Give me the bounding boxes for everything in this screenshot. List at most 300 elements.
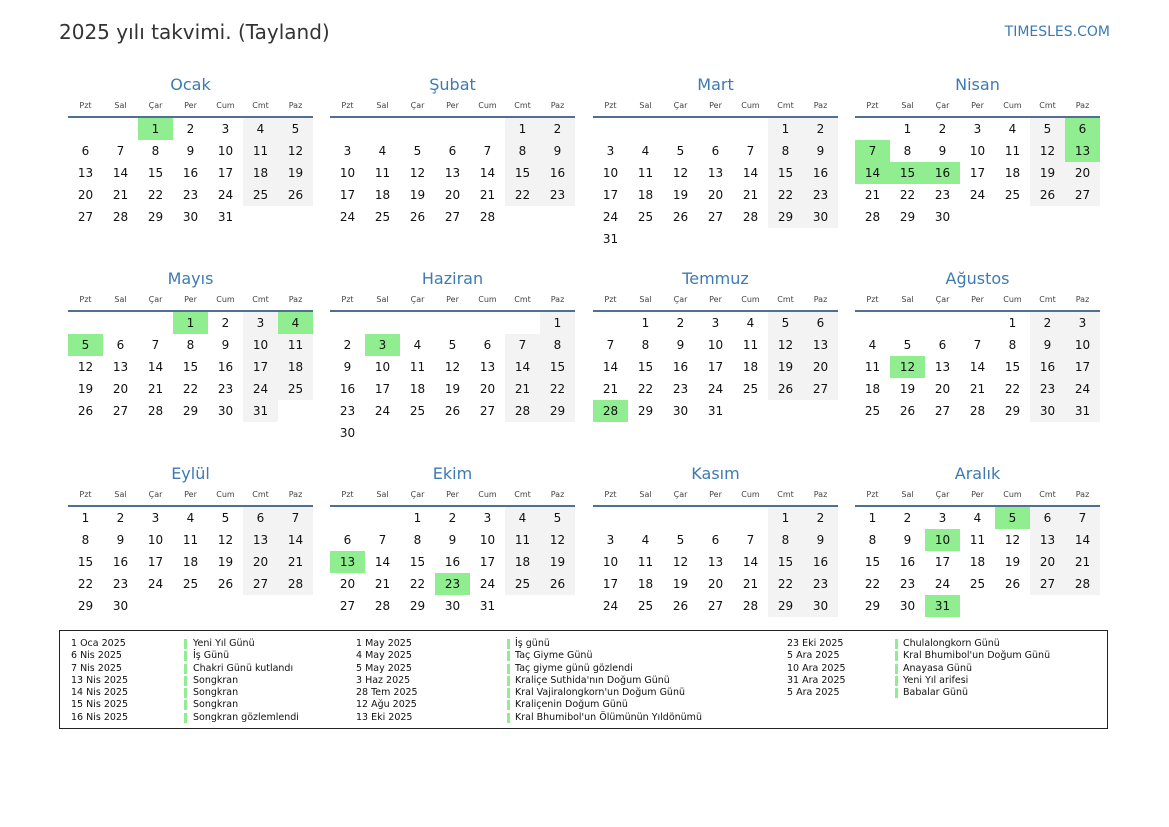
week-row <box>593 529 838 551</box>
day-cell: 5 <box>540 507 575 529</box>
empty-cell <box>138 595 173 617</box>
day-cell: 28 <box>479 210 496 224</box>
legend-date: 12 Ağu 2025 <box>356 699 417 711</box>
week-row <box>855 312 1100 334</box>
day-cell: 11 <box>1004 144 1021 158</box>
day-cell: 21 <box>969 382 986 396</box>
weekday-label: Çar <box>410 490 425 499</box>
legend-date: 5 May 2025 <box>356 662 412 674</box>
week-row <box>593 118 838 140</box>
day-cell: 13 <box>707 166 724 180</box>
legend-marker <box>507 651 510 661</box>
day-cell: 27 <box>1065 184 1100 206</box>
legend-holiday-name: Chakri Günü kutlandı <box>193 662 294 674</box>
day-cell: 20 <box>934 382 951 396</box>
day-cell: 24 <box>969 188 986 202</box>
legend-date: 16 Nis 2025 <box>71 711 128 723</box>
day-cell: 2 <box>676 316 685 330</box>
week-row <box>330 573 575 595</box>
day-cell: 12 <box>672 555 689 569</box>
day-cell: 25 <box>182 577 199 591</box>
site-link[interactable]: TIMESLES.COM <box>1004 24 1110 40</box>
day-cell: 12 <box>672 166 689 180</box>
weekday-label: Per <box>971 101 984 110</box>
weekday-label: Cmt <box>252 295 269 304</box>
day-cell: 5 <box>448 338 457 352</box>
month-name: Şubat <box>429 75 476 94</box>
week-row <box>855 378 1100 400</box>
empty-cell <box>855 312 890 334</box>
weekday-label: Sal <box>639 101 652 110</box>
day-cell: 15 <box>182 360 199 374</box>
day-cell: 6 <box>711 144 720 158</box>
week-row <box>68 551 313 573</box>
day-cell: 29 <box>409 599 426 613</box>
day-cell: 8 <box>768 140 803 162</box>
weekday-label: Per <box>184 295 197 304</box>
day-cell: 27 <box>934 404 951 418</box>
day-cell: 9 <box>676 338 685 352</box>
week-row <box>855 140 1100 162</box>
day-cell: 5 <box>413 144 422 158</box>
day-cell: 23 <box>112 577 129 591</box>
empty-cell <box>540 206 575 228</box>
day-cell: 21 <box>742 577 759 591</box>
week-row <box>855 400 1100 422</box>
weekday-label: Cmt <box>514 295 531 304</box>
day-cell: 7 <box>746 144 755 158</box>
week-row <box>68 378 313 400</box>
weekday-label: Paz <box>1075 490 1090 499</box>
holiday-day: 7 <box>855 140 890 162</box>
day-cell: 11 <box>864 360 881 374</box>
week-row <box>330 529 575 551</box>
day-cell: 19 <box>1004 555 1021 569</box>
legend-holiday-name: Taç Giyme Günü <box>515 650 593 662</box>
empty-cell <box>138 312 173 334</box>
weekday-label: Pzt <box>79 101 92 110</box>
day-cell: 21 <box>147 382 164 396</box>
day-cell: 1 <box>540 312 575 334</box>
day-cell: 7 <box>278 507 313 529</box>
day-cell: 23 <box>540 184 575 206</box>
day-cell: 10 <box>707 338 724 352</box>
day-cell: 10 <box>374 360 391 374</box>
weekday-label: Per <box>709 295 722 304</box>
day-cell: 16 <box>339 382 356 396</box>
legend-date: 3 Haz 2025 <box>356 674 411 686</box>
week-row <box>68 312 313 334</box>
day-cell: 22 <box>182 382 199 396</box>
day-cell: 30 <box>672 404 689 418</box>
day-cell: 14 <box>479 166 496 180</box>
day-cell: 19 <box>217 555 234 569</box>
month-block <box>593 268 838 422</box>
weekday-label: Pzt <box>79 295 92 304</box>
day-cell: 21 <box>479 188 496 202</box>
month-name: Ocak <box>170 75 211 94</box>
day-cell: 24 <box>339 210 356 224</box>
weekday-label: Sal <box>376 490 389 499</box>
week-row <box>593 400 838 422</box>
day-cell: 21 <box>742 188 759 202</box>
empty-cell <box>803 400 838 422</box>
week-row <box>330 206 575 228</box>
day-cell: 27 <box>803 378 838 400</box>
day-cell: 9 <box>903 533 912 547</box>
day-cell: 5 <box>768 312 803 334</box>
day-cell: 3 <box>151 511 160 525</box>
month-block <box>68 74 313 228</box>
week-row <box>330 312 575 334</box>
day-cell: 31 <box>707 404 724 418</box>
day-cell: 6 <box>116 338 125 352</box>
month-block <box>855 463 1100 617</box>
day-cell: 10 <box>479 533 496 547</box>
empty-cell <box>173 595 208 617</box>
empty-cell <box>593 312 628 334</box>
day-cell: 19 <box>1030 162 1065 184</box>
empty-cell <box>365 312 400 334</box>
empty-cell <box>960 312 995 334</box>
weekday-label: Pzt <box>866 490 879 499</box>
week-row <box>593 573 838 595</box>
day-cell: 24 <box>374 404 391 418</box>
day-cell: 25 <box>409 404 426 418</box>
month-block <box>68 268 313 422</box>
day-cell: 22 <box>637 382 654 396</box>
day-cell: 6 <box>938 338 947 352</box>
day-cell: 1 <box>768 507 803 529</box>
day-cell: 17 <box>374 382 391 396</box>
legend-date: 13 Nis 2025 <box>71 674 128 686</box>
day-cell: 8 <box>540 334 575 356</box>
empty-cell <box>663 118 698 140</box>
day-cell: 26 <box>672 599 689 613</box>
empty-cell <box>103 312 138 334</box>
legend-date: 23 Eki 2025 <box>787 638 844 649</box>
day-cell: 18 <box>742 360 759 374</box>
weekday-label: Cum <box>741 101 760 110</box>
weekday-label: Paz <box>550 295 565 304</box>
day-cell: 26 <box>278 184 313 206</box>
weekday-label: Çar <box>148 101 163 110</box>
legend-date: 31 Ara 2025 <box>787 674 846 686</box>
week-row <box>330 118 575 140</box>
day-cell: 23 <box>899 577 916 591</box>
holiday-day: 28 <box>593 400 628 422</box>
day-cell: 10 <box>339 166 356 180</box>
week-row <box>855 529 1100 551</box>
weekday-label: Pzt <box>866 295 879 304</box>
empty-cell <box>435 118 470 140</box>
day-cell: 4 <box>413 338 422 352</box>
month-block <box>330 74 575 228</box>
weekday-label: Cmt <box>514 101 531 110</box>
legend-marker <box>507 700 510 710</box>
day-cell: 9 <box>448 533 457 547</box>
empty-cell <box>330 312 365 334</box>
day-cell: 9 <box>803 529 838 551</box>
day-cell: 28 <box>374 599 391 613</box>
day-cell: 5 <box>1030 118 1065 140</box>
weekday-label: Çar <box>673 101 688 110</box>
day-cell: 12 <box>1030 140 1065 162</box>
day-cell: 18 <box>409 382 426 396</box>
day-cell: 30 <box>899 599 916 613</box>
legend-marker <box>507 639 510 649</box>
day-cell: 17 <box>934 555 951 569</box>
day-cell: 6 <box>448 144 457 158</box>
week-row <box>68 595 313 617</box>
day-cell: 18 <box>1004 166 1021 180</box>
empty-cell <box>208 595 243 617</box>
day-cell: 15 <box>637 360 654 374</box>
empty-cell <box>733 507 768 529</box>
day-cell: 4 <box>378 144 387 158</box>
empty-cell <box>400 312 435 334</box>
legend-marker <box>895 688 898 698</box>
day-cell: 22 <box>899 188 916 202</box>
day-cell: 4 <box>973 511 982 525</box>
day-cell: 11 <box>637 166 654 180</box>
day-cell: 16 <box>1030 356 1065 378</box>
holiday-day: 13 <box>330 551 365 573</box>
day-cell: 10 <box>602 555 619 569</box>
legend-date: 28 Tem 2025 <box>356 687 418 699</box>
empty-cell <box>435 312 470 334</box>
day-cell: 15 <box>147 166 164 180</box>
weekday-label: Cum <box>1003 295 1022 304</box>
week-row <box>855 551 1100 573</box>
day-cell: 20 <box>339 577 356 591</box>
weekday-label: Cum <box>478 101 497 110</box>
week-row <box>68 507 313 529</box>
day-cell: 28 <box>112 210 129 224</box>
weekday-header <box>68 100 313 118</box>
legend-marker <box>895 664 898 674</box>
day-cell: 9 <box>540 140 575 162</box>
day-cell: 20 <box>444 188 461 202</box>
day-cell: 13 <box>803 334 838 356</box>
empty-cell <box>768 400 803 422</box>
day-cell: 26 <box>899 404 916 418</box>
day-cell: 29 <box>637 404 654 418</box>
day-cell: 4 <box>746 316 755 330</box>
legend-holiday-name: Yeni Yıl arifesi <box>903 674 969 686</box>
weekday-label: Çar <box>148 490 163 499</box>
day-cell: 17 <box>147 555 164 569</box>
day-cell: 13 <box>243 529 278 551</box>
weekday-label: Cmt <box>1039 101 1056 110</box>
weekday-label: Cmt <box>1039 295 1056 304</box>
weekday-label: Cmt <box>777 490 794 499</box>
week-row <box>593 595 838 617</box>
legend-holiday-name: Kraliçenin Doğum Günü <box>515 699 628 711</box>
legend-holiday-name: Songkran <box>193 687 239 699</box>
weekday-label: Cmt <box>777 101 794 110</box>
legend-holiday-name: İş Günü <box>193 650 230 662</box>
empty-cell <box>400 422 435 444</box>
day-cell: 22 <box>505 184 540 206</box>
day-cell: 26 <box>409 210 426 224</box>
week-row <box>330 595 575 617</box>
day-cell: 23 <box>217 382 234 396</box>
day-cell: 12 <box>217 533 234 547</box>
weekday-header <box>593 294 838 312</box>
week-row <box>330 507 575 529</box>
holiday-day: 31 <box>925 595 960 617</box>
weekday-header <box>855 100 1100 118</box>
day-cell: 10 <box>602 166 619 180</box>
day-cell: 8 <box>505 140 540 162</box>
day-cell: 5 <box>903 338 912 352</box>
month-block <box>68 463 313 617</box>
day-cell: 4 <box>641 533 650 547</box>
week-row <box>330 400 575 422</box>
month-name: Nisan <box>955 75 1000 94</box>
day-cell: 12 <box>278 140 313 162</box>
weekday-label: Pzt <box>341 295 354 304</box>
day-cell: 25 <box>742 382 759 396</box>
empty-cell <box>925 312 960 334</box>
day-cell: 26 <box>768 378 803 400</box>
day-cell: 28 <box>278 573 313 595</box>
legend-holiday-name: Songkran <box>193 699 239 711</box>
month-name: Eylül <box>171 464 210 483</box>
day-cell: 28 <box>742 599 759 613</box>
empty-cell <box>890 312 925 334</box>
day-cell: 3 <box>711 316 720 330</box>
legend-holiday-name: Chulalongkorn Günü <box>903 638 1000 649</box>
legend-date: 5 Ara 2025 <box>787 687 840 699</box>
week-row <box>855 507 1100 529</box>
legend-holiday-name: Anayasa Günü <box>903 662 973 674</box>
empty-cell <box>505 595 540 617</box>
day-cell: 19 <box>672 577 689 591</box>
week-row <box>330 378 575 400</box>
day-cell: 22 <box>1004 382 1021 396</box>
day-cell: 11 <box>409 360 426 374</box>
day-cell: 12 <box>768 334 803 356</box>
day-cell: 23 <box>934 188 951 202</box>
day-cell: 12 <box>77 360 94 374</box>
day-cell: 11 <box>243 140 278 162</box>
month-name: Haziran <box>421 269 484 288</box>
day-cell: 30 <box>339 426 356 440</box>
day-cell: 29 <box>864 599 881 613</box>
day-cell: 23 <box>1030 378 1065 400</box>
day-cell: 2 <box>803 118 838 140</box>
weekday-label: Sal <box>639 295 652 304</box>
day-cell: 8 <box>641 338 650 352</box>
day-cell: 13 <box>1030 529 1065 551</box>
day-cell: 14 <box>742 555 759 569</box>
day-cell: 25 <box>969 577 986 591</box>
day-cell: 31 <box>243 400 278 422</box>
legend-marker <box>184 688 187 698</box>
day-cell: 2 <box>803 507 838 529</box>
week-row <box>68 400 313 422</box>
day-cell: 18 <box>637 188 654 202</box>
day-cell: 30 <box>803 206 838 228</box>
empty-cell <box>628 228 663 250</box>
holiday-day: 15 <box>890 162 925 184</box>
empty-cell <box>365 118 400 140</box>
day-cell: 22 <box>768 573 803 595</box>
day-cell: 18 <box>864 382 881 396</box>
day-cell: 8 <box>903 144 912 158</box>
weekday-label: Paz <box>1075 101 1090 110</box>
day-cell: 4 <box>641 144 650 158</box>
day-cell: 1 <box>413 511 422 525</box>
day-cell: 27 <box>444 210 461 224</box>
day-cell: 20 <box>707 188 724 202</box>
weekday-label: Paz <box>1075 295 1090 304</box>
legend-marker <box>184 676 187 686</box>
weekday-label: Pzt <box>866 101 879 110</box>
day-cell: 14 <box>278 529 313 551</box>
day-cell: 26 <box>672 210 689 224</box>
day-cell: 26 <box>540 573 575 595</box>
day-cell: 18 <box>243 162 278 184</box>
day-cell: 27 <box>479 404 496 418</box>
holiday-legend <box>59 630 1108 729</box>
weekday-label: Cum <box>1003 101 1022 110</box>
weekday-label: Cum <box>741 295 760 304</box>
day-cell: 23 <box>672 382 689 396</box>
weekday-label: Pzt <box>604 101 617 110</box>
day-cell: 16 <box>112 555 129 569</box>
empty-cell <box>470 312 505 334</box>
day-cell: 25 <box>278 378 313 400</box>
month-block <box>330 268 575 444</box>
legend-holiday-name: Kral Bhumibol'un Doğum Günü <box>903 650 1051 662</box>
day-cell: 10 <box>969 144 986 158</box>
week-row <box>855 356 1100 378</box>
empty-cell <box>365 507 400 529</box>
day-cell: 1 <box>81 511 90 525</box>
empty-cell <box>470 118 505 140</box>
day-cell: 5 <box>676 533 685 547</box>
day-cell: 12 <box>409 166 426 180</box>
day-cell: 10 <box>147 533 164 547</box>
day-cell: 17 <box>707 360 724 374</box>
empty-cell <box>1065 595 1100 617</box>
day-cell: 9 <box>343 360 352 374</box>
day-cell: 2 <box>903 511 912 525</box>
day-cell: 30 <box>1030 400 1065 422</box>
day-cell: 14 <box>112 166 129 180</box>
empty-cell <box>593 507 628 529</box>
weekday-label: Pzt <box>604 490 617 499</box>
week-row <box>330 551 575 573</box>
day-cell: 17 <box>969 166 986 180</box>
day-cell: 29 <box>182 404 199 418</box>
day-cell: 29 <box>899 210 916 224</box>
day-cell: 26 <box>1004 577 1021 591</box>
weekday-label: Cum <box>478 490 497 499</box>
legend-marker <box>895 651 898 661</box>
day-cell: 7 <box>606 338 615 352</box>
day-cell: 17 <box>602 577 619 591</box>
day-cell: 30 <box>444 599 461 613</box>
weekday-label: Cum <box>478 295 497 304</box>
weekday-label: Çar <box>673 490 688 499</box>
day-cell: 12 <box>1004 533 1021 547</box>
legend-holiday-name: Taç giyme günü gözlendi <box>515 662 633 674</box>
day-cell: 7 <box>116 144 125 158</box>
